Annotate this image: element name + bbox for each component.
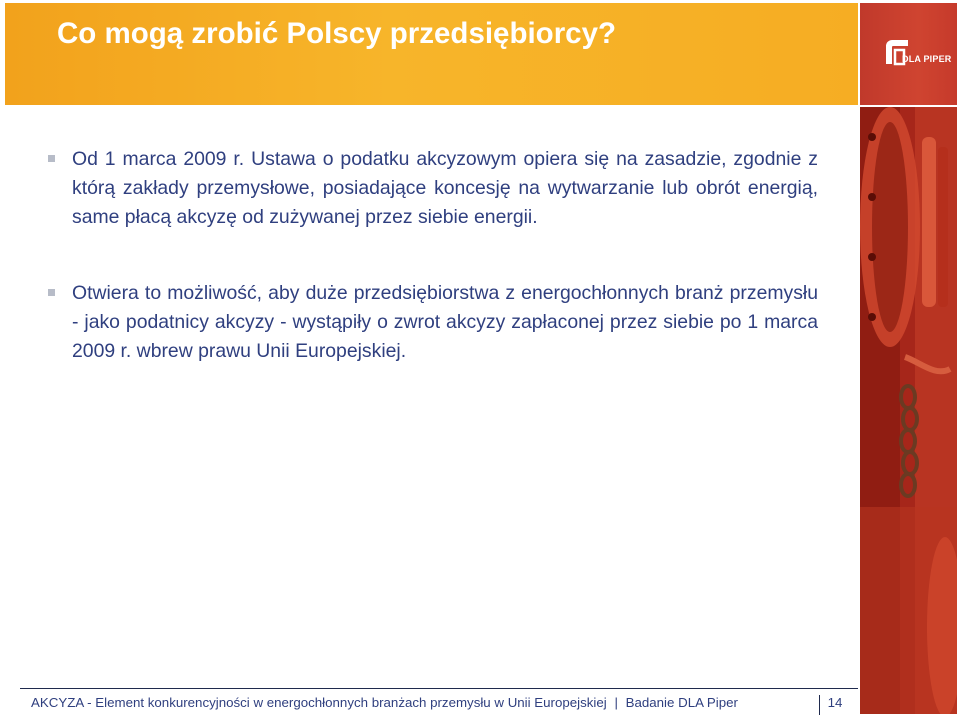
footer-divider (20, 688, 858, 689)
footer-left-text: AKCYZA - Element konkurencyjności w energochłonnych branżach przemysłu w Unii Europejskiej (31, 695, 607, 710)
logo-box (860, 3, 957, 105)
square-bullet-icon (48, 155, 55, 162)
footer-separator: | (614, 695, 618, 710)
bullet-text: Otwiera to możliwość, aby duże przedsiębiorstwa z energochłonnych branż przemysłu - jako podatnicy akcyzy - wystąpiły o zwrot akcyzy zapłaconej przez siebie po 1 marca 2009 r. wbrew prawu Unii Europejskiej. (72, 282, 818, 362)
slide-content (48, 145, 818, 366)
red-valve-chain-photo (860, 107, 957, 714)
valve-photo (860, 107, 957, 714)
footer (31, 695, 738, 710)
page-number: 14 (819, 695, 850, 715)
title-bar (5, 3, 858, 105)
footer-right-text: Badanie DLA Piper (625, 695, 738, 710)
bullet-item (48, 279, 818, 366)
bullet-item (48, 145, 818, 232)
slide-title: Co mogą zrobić Polscy przedsiębiorcy? (57, 17, 617, 50)
logo-text: DLA PIPER (902, 54, 952, 64)
square-bullet-icon (48, 289, 55, 296)
bullet-text: Od 1 marca 2009 r. Ustawa o podatku akcyzowym opiera się na zasadzie, zgodnie z którą zakłady przemysłowe, posiadające koncesję na wytwarzanie lub obrót energią, same płacą akcyzę od zużywanej przez siebie energii. (72, 148, 818, 228)
